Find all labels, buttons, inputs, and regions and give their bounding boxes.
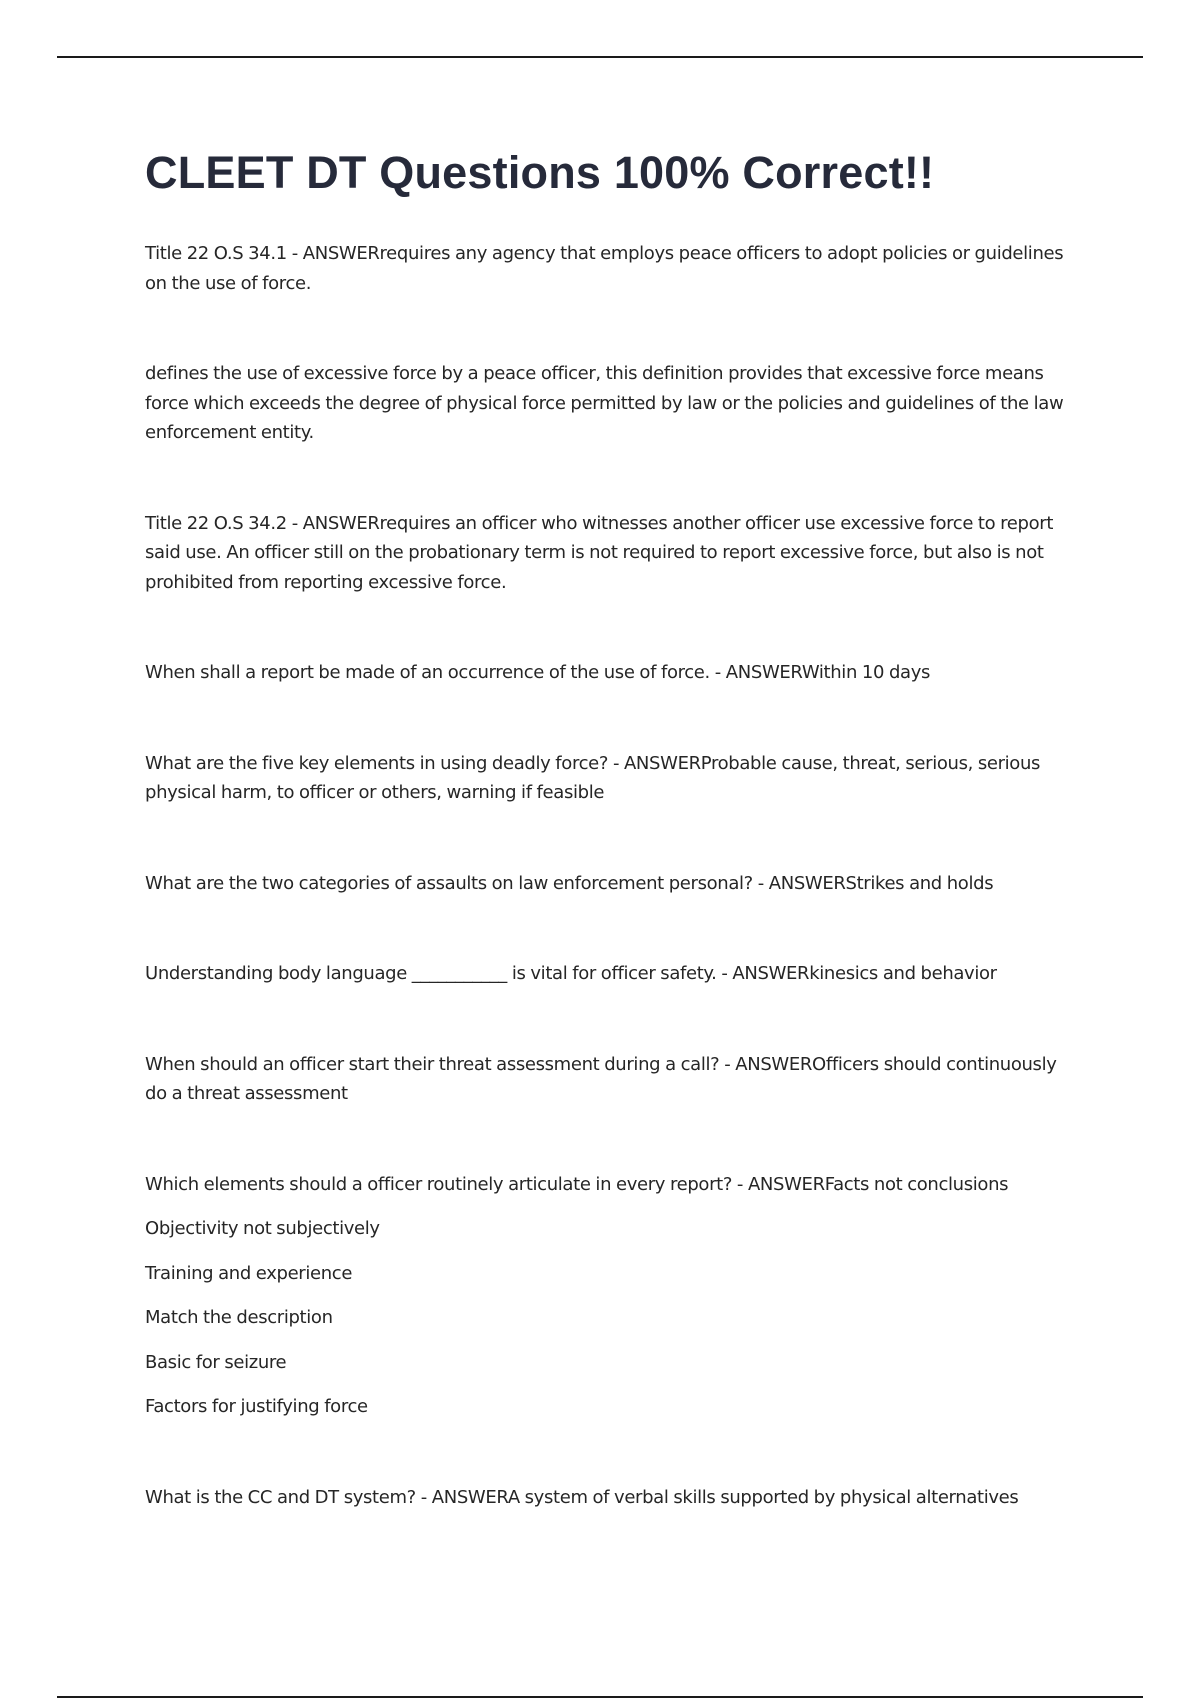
qa-text: What are the five key elements in using deadly force? - ANSWERProbable cause, threat, serious, serious physical harm, to officer or others, warning if feasible [145, 752, 1041, 803]
qa-entry [145, 239, 1065, 298]
qa-entry [145, 359, 1065, 448]
qa-entry [145, 1050, 1065, 1109]
qa-continuation: Match the description [145, 1307, 333, 1328]
qa-continuation: Objectivity not subjectively [145, 1218, 380, 1239]
qa-text: What are the two categories of assaults on law enforcement personal? - ANSWERStrikes and holds [145, 872, 994, 894]
qa-entry [145, 1170, 1065, 1422]
document-body [145, 145, 1065, 1573]
top-rule [57, 56, 1143, 58]
qa-entry [145, 658, 1065, 688]
qa-continuation: Training and experience [145, 1262, 353, 1284]
qa-text: Which elements should a officer routinely articulate in every report? - ANSWERFacts not conclusions [145, 1173, 1009, 1195]
qa-continuation: Basic for seizure [145, 1351, 287, 1373]
qa-entry [145, 509, 1065, 598]
bottom-rule [57, 1696, 1143, 1698]
qa-text: Title 22 O.S 34.1 - ANSWERrequires any agency that employs peace officers to adopt policies or guidelines on the use of force. [145, 243, 1064, 294]
qa-text: defines the use of excessive force by a peace officer, this definition provides that excessive force means force which exceeds the degree of physical force permitted by law or the policies and guidelines of the law enforcement entity. [145, 363, 1064, 443]
qa-continuation: Factors for justifying force [145, 1396, 368, 1417]
document-title: CLEET DT Questions 100% Correct!! [145, 147, 935, 198]
qa-text: When should an officer start their threat assessment during a call? - ANSWEROfficers should continuously do a threat assessment [145, 1053, 1057, 1104]
qa-entry [145, 749, 1065, 808]
qa-entry [145, 1483, 1065, 1513]
qa-text: What is the CC and DT system? - ANSWERA system of verbal skills supported by physical alternatives [145, 1486, 1019, 1508]
qa-text: Understanding body language ___________ is vital for officer safety. - ANSWERkinesics and behavior [145, 963, 997, 984]
qa-text: When shall a report be made of an occurrence of the use of force. - ANSWERWithin 10 days [145, 662, 931, 683]
qa-text: Title 22 O.S 34.2 - ANSWERrequires an officer who witnesses another officer use excessive force to report said use. An officer still on the probationary term is not required to report excessive force, but also is not prohibited from reporting excessive force. [145, 512, 1054, 593]
qa-entry [145, 959, 1065, 989]
qa-entry [145, 869, 1065, 899]
